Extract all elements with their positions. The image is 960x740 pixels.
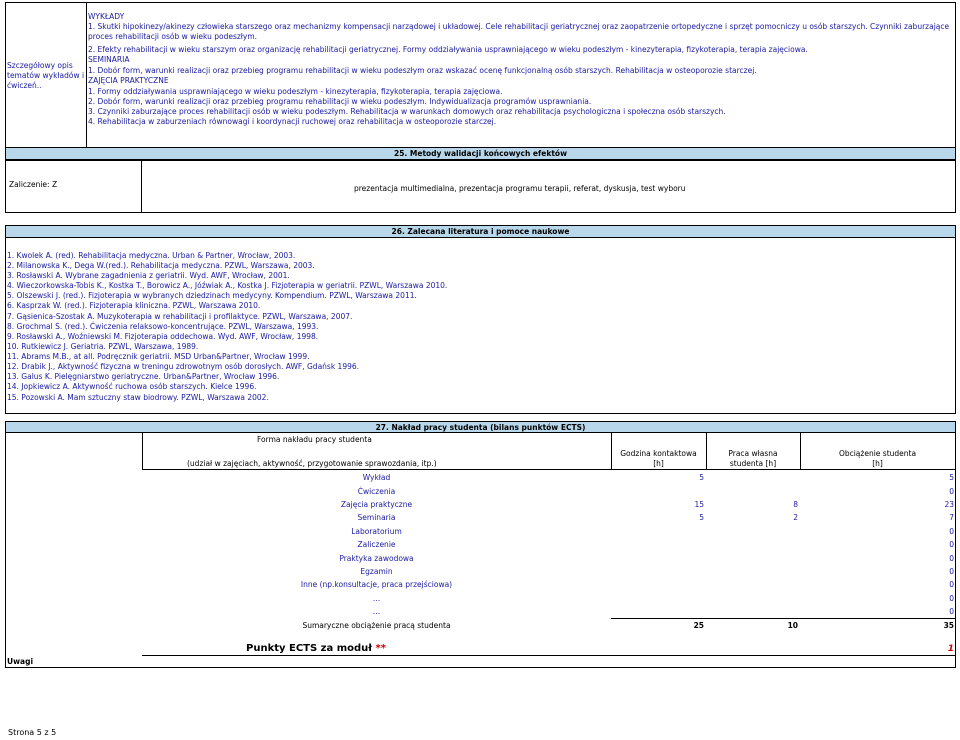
literatura-item: 10. Rutkiewicz J. Geriatria. PZWL, Warszawa, 1989.: [7, 342, 199, 351]
literatura-item: 8. Grochmal S. (red.). Ćwiczenia relaksowo-koncentrujące. PZWL, Warszawa, 1993.: [7, 322, 319, 331]
ects-label: [246, 643, 386, 655]
literatura-cell: [5, 238, 956, 414]
row-godz: [611, 525, 706, 538]
naklad-header-praca: [706, 432, 801, 470]
page-number: Strona 5 z 5: [8, 728, 57, 737]
table-row: [142, 484, 956, 497]
row-godz: [611, 605, 706, 619]
opis-line: 2. Dobór form, warunki realizacji oraz przebieg programu rehabilitacji w wieku podeszłym. Indywidualizacja programów usprawniania.: [88, 97, 592, 106]
col-obc-line2: [h]: [872, 459, 883, 468]
col-obc-line1: Obciążenie studenta: [838, 449, 917, 458]
literatura-item: 7. Gąsienica-Szostak A. Muzykoterapia w rehabilitacji i profilaktyce. PZWL, Warszawa, 2007.: [7, 312, 353, 321]
literatura-item: 9. Rosławski A., Woźniewski M. Fizjoterapia oddechowa. Wyd. AWF, Wrocław, 1998.: [7, 332, 319, 341]
row-label: Wykład: [362, 473, 391, 483]
sum-godz: 25: [611, 619, 706, 633]
zaliczenie-label: Zaliczenie: Z: [9, 180, 58, 189]
ects-value: 1: [947, 644, 954, 654]
naklad-table: [142, 471, 956, 633]
row-label: …: [372, 593, 381, 603]
table-row: [142, 525, 956, 538]
opis-line: 1. Skutki hipokinezy/akinezy człowieka starszego oraz mechanizmy kompensacji narządowej i układowej. Cele rehabilitacji geriatrycznej oraz zaopatrzenie ortopedyczne i sprzęt pomocniczy u osób starszych. Czynniki zaburzające: [88, 22, 950, 31]
literatura-item: 15. Pozowski A. Mam sztuczny staw biodrowy. PZWL, Warszawa 2002.: [7, 393, 269, 402]
zaliczenie-value: prezentacja multimedialna, prezentacja programu terapii, referat, dyskusja, test wyboru: [354, 184, 686, 193]
ects-underline: [142, 655, 956, 656]
table-row: [142, 605, 956, 619]
opis-line: ZAJĘCIA PRAKTYCZNE: [88, 76, 169, 85]
row-praca: 2: [793, 513, 798, 523]
ects-label-text: Punkty ECTS za moduł: [246, 643, 373, 654]
table-row: [142, 471, 956, 484]
row-praca: [706, 592, 800, 605]
row-godz: 5: [699, 473, 704, 483]
row-praca: [706, 565, 800, 578]
row-praca: [706, 605, 800, 619]
literatura-item: 11. Abrams M.B., at all. Podręcznik geriatrii. MSD Urban&Partner, Wrocław 1999.: [7, 352, 310, 361]
row-label: Praktyka zawodowa: [339, 553, 414, 563]
row-obc: 0: [949, 553, 954, 563]
col-praca-line1: Praca własna: [728, 449, 778, 458]
row-praca: [706, 578, 800, 591]
row-obc: 0: [949, 540, 954, 550]
row-godz: [611, 551, 706, 564]
sum-row: [142, 619, 956, 633]
sum-praca: 10: [706, 619, 800, 633]
opis-line: WYKŁADY: [88, 12, 125, 21]
ects-row: [142, 642, 956, 656]
naklad-header-obc: [800, 432, 956, 470]
row-label: …: [372, 607, 381, 617]
opis-label-line: tematów wykładów i: [7, 71, 85, 80]
row-praca: [706, 471, 800, 484]
naklad-header-forma: [142, 432, 612, 470]
col-forma-line2: (udział w zajęciach, aktywność, przygotowanie sprawozdania, itp.): [187, 459, 437, 468]
row-godz: [611, 578, 706, 591]
literatura-item: 14. Jopkiewicz A. Aktywność ruchowa osób starszych. Kielce 1996.: [7, 382, 257, 391]
row-godz: [611, 565, 706, 578]
row-obc: 0: [949, 526, 954, 536]
opis-line: proces rehabilitacji osób w wieku podeszłym.: [88, 32, 258, 41]
row-obc: 23: [944, 499, 954, 509]
literatura-item: 2. Milanowska K., Dega W.(red.). Rehabilitacja medyczna. PZWL, Warszawa, 2003.: [7, 261, 315, 270]
literatura-item: 4. Wieczorkowska-Tobis K., Kostka T., Borowicz A., Jóźwiak A., Kostka J. Fizjoterapia w geriatrii. PZWL, Warszawa 2010.: [7, 281, 448, 290]
col-godz-line1: Godzina kontaktowa: [620, 449, 697, 458]
opis-line: 3. Czynniki zaburzające proces rehabilitacji osób w wieku podeszłym. Rehabilitacja w warunkach domowych oraz rehabilitacja psychologiczna i społeczna osób starszych.: [88, 107, 726, 116]
literatura-item: 5. Olszewski J. (red.). Fizjoterapia w wybranych dziedzinach medycyny. Kompendium. PZWL, Warszawa 2011.: [7, 291, 417, 300]
row-label: Ćwiczenia: [357, 486, 396, 496]
row-label: Inne (np.konsultacje, praca przejściowa): [300, 580, 453, 590]
table-row: [142, 578, 956, 591]
sum-label: Sumaryczne obciążenie pracą studenta: [302, 621, 451, 631]
row-obc: 0: [949, 607, 954, 617]
table-row: [142, 498, 956, 511]
row-praca: [706, 484, 800, 497]
opis-line: 1. Dobór form, warunki realizacji oraz przebieg programu rehabilitacji w wieku podeszłym oraz wskazać ocenę funkcjonalną osób starszych. Rehabilitacja w osteoporozie starczej.: [88, 66, 757, 75]
opis-line: 2. Efekty rehabilitacji w wieku starszym oraz organizację rehabilitacji geriatrycznej. Formy oddziaływania usprawniającego w wieku podeszłym - kinezyterapia, fizykoterapia, terapia zajęciowa.: [88, 45, 808, 54]
literatura-item: 3. Rosławski A. Wybrane zagadnienia z geriatrii. Wyd. AWF, Wrocław, 2001.: [7, 271, 290, 280]
row-label: Seminaria: [357, 513, 396, 523]
row-label: Zaliczenie: [357, 540, 396, 550]
ects-stars: **: [375, 643, 386, 654]
row-godz: 5: [699, 513, 704, 523]
table-row: [142, 538, 956, 551]
uwagi-label: Uwagi: [7, 657, 34, 666]
col-forma-line1: Forma nakładu pracy studenta: [257, 435, 372, 444]
row-godz: 15: [694, 499, 704, 509]
row-praca: [706, 538, 800, 551]
row-praca: [706, 551, 800, 564]
table-row: [142, 551, 956, 564]
table-row: [142, 511, 956, 524]
row-godz: [611, 484, 706, 497]
row-godz: [611, 538, 706, 551]
opis-line: 4. Rehabilitacja w zaburzeniach równowagi i koordynacji ruchowej oraz rehabilitacja w osteoporozie starczej.: [88, 117, 497, 126]
col-praca-line2: studenta [h]: [729, 459, 777, 468]
row-praca: 8: [793, 499, 798, 509]
zaliczenie-value-cell: [141, 160, 956, 213]
row-obc: 0: [949, 566, 954, 576]
row-label: Laboratorium: [351, 526, 402, 536]
literatura-item: 6. Kasprzak W. (red.). Fizjoterapia kliniczna. PZWL, Warszawa 2010.: [7, 301, 261, 310]
row-praca: [706, 525, 800, 538]
row-label: Egzamin: [360, 566, 393, 576]
row-godz: [611, 592, 706, 605]
opis-line: SEMINARIA: [88, 55, 130, 64]
sum-obc: 35: [800, 619, 956, 633]
szczegolowy-opis-content-cell: [86, 2, 956, 161]
naklad-header-godz: [611, 432, 707, 470]
zaliczenie-label-cell: [5, 160, 142, 213]
literatura-item: 1. Kwolek A. (red). Rehabilitacja medyczna. Urban & Partner, Wrocław, 2003.: [7, 251, 296, 260]
row-obc: 0: [949, 486, 954, 496]
row-obc: 0: [949, 593, 954, 603]
col-godz-line2: [h]: [653, 459, 664, 468]
table-row: [142, 565, 956, 578]
section26-header: 26. Zalecana literatura i pomoce naukowe: [5, 225, 956, 238]
literatura-item: 13. Galus K. Pielęgniarstwo geriatryczne. Urban&Partner, Wrocław 1996.: [7, 372, 280, 381]
opis-label-line: Szczegółowy opis: [7, 61, 73, 70]
table-row: [142, 592, 956, 605]
literatura-item: 12. Drabik J., Aktywność fizyczna w treningu zdrowotnym osób dorosłych. AWF, Gdańsk 1996.: [7, 362, 360, 371]
row-label: Zajęcia praktyczne: [340, 499, 413, 509]
opis-line: 1. Formy oddziaływania usprawniającego w wieku podeszłym - kinezyterapia, fizykoterapia, terapia zajęciowa.: [88, 87, 503, 96]
opis-label-line: ćwiczeń..: [7, 81, 42, 90]
row-obc: 5: [949, 473, 954, 483]
row-obc: 7: [949, 513, 954, 523]
section27-header: 27. Nakład pracy studenta (bilans punktów ECTS): [5, 421, 956, 433]
row-obc: 0: [949, 580, 954, 590]
section25-header: 25. Metody walidacji końcowych efektów: [5, 147, 956, 160]
szczegolowy-opis-label-cell: [5, 2, 87, 161]
